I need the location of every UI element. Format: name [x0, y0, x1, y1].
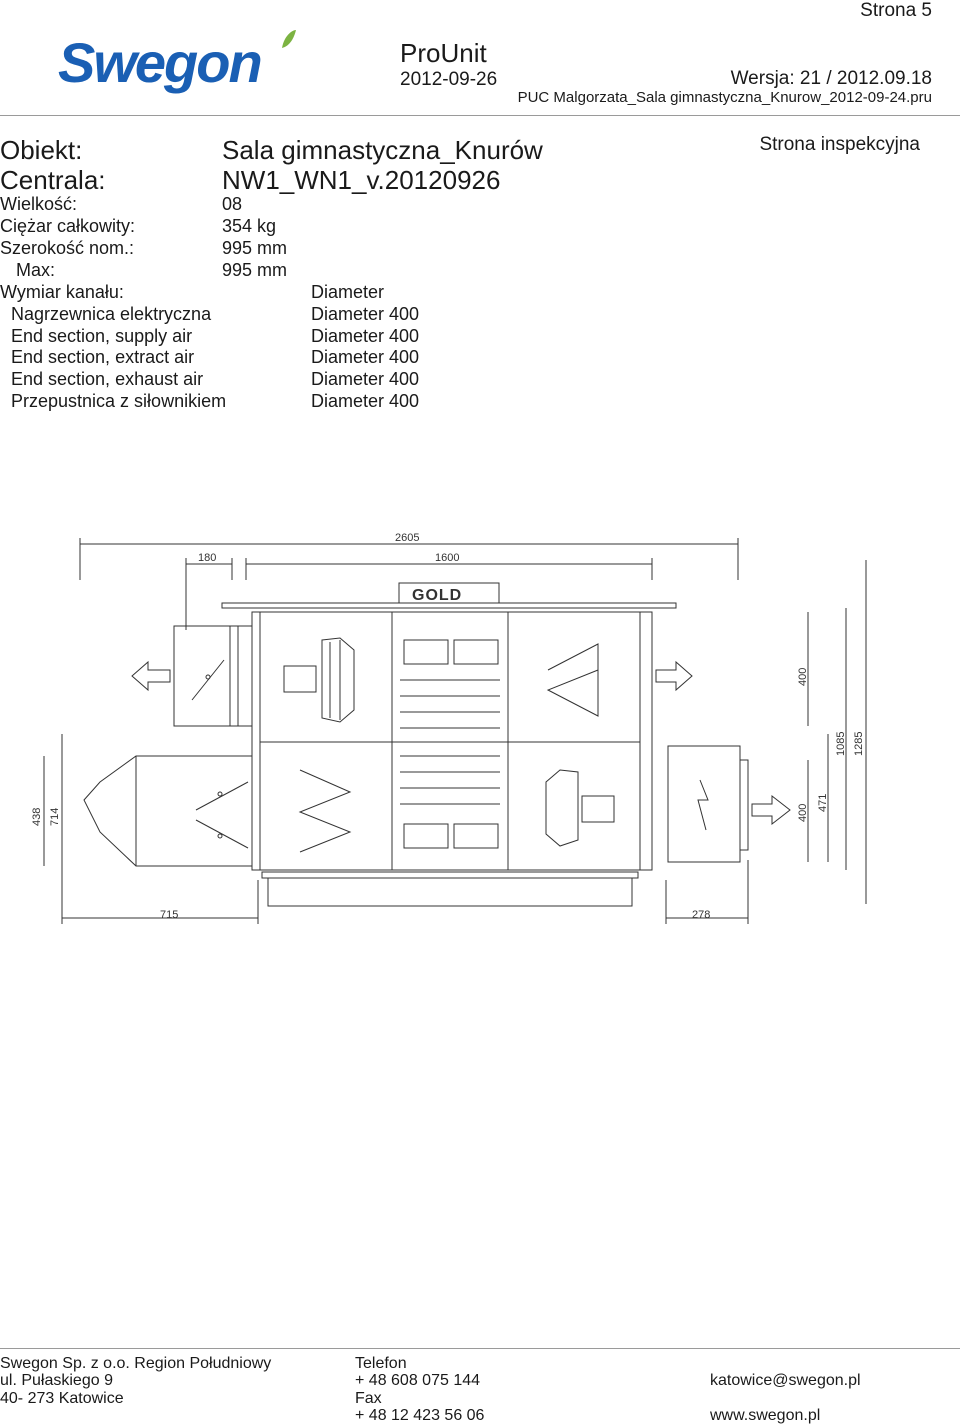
connection-name: Przepustnica z siłownikiem: [11, 391, 227, 411]
connection-name: End section, exhaust air: [11, 369, 204, 389]
dim-right-bottom: 400: [797, 803, 809, 822]
unit-label: Centrala:: [0, 165, 106, 195]
filter-lower-icon: [300, 770, 350, 852]
project-filename: PUC Malgorzata_Sala gimnastyczna_Knurow_2012-09-24.pru: [517, 89, 932, 106]
fan-motor-lower: [582, 796, 614, 822]
logo-wordmark: Swegon: [58, 31, 261, 94]
exhaust-damper: [174, 626, 252, 726]
size-label: Wielkość:: [0, 194, 78, 214]
top-dimensions: [80, 532, 738, 630]
fan-motor-upper: [284, 666, 316, 692]
footer-phone: + 48 608 075 144: [355, 1372, 481, 1389]
connection-value: Diameter 400: [311, 326, 420, 346]
dim-left-h1: 438: [31, 807, 43, 826]
max-value: 995 mm: [222, 260, 288, 280]
swegon-logo: [56, 26, 306, 103]
version-label: Wersja: 21 / 2012.09.18: [730, 68, 932, 89]
max-label: Max:: [16, 260, 56, 280]
header-divider: [0, 115, 960, 116]
logo-graphic: [56, 26, 306, 98]
document-date: 2012-09-26: [400, 69, 498, 90]
rotary-exchanger: [400, 640, 500, 848]
dim-right-top: 400: [797, 667, 809, 686]
weight-value: 354 kg: [222, 216, 277, 236]
dim-bottom-right: 278: [692, 909, 711, 921]
connection-value: Diameter 400: [311, 369, 420, 389]
electric-bolt-icon: [698, 780, 708, 830]
footer-city: 40- 273 Katowice: [0, 1390, 124, 1407]
fan-lower-icon: [546, 770, 578, 846]
dim-left-section: 180: [198, 552, 217, 564]
page-number: Strona 5: [860, 0, 932, 21]
extract-arrow-icon: [656, 662, 692, 690]
unit-drawing-svg: [0, 520, 960, 940]
dim-left-h2: 714: [49, 807, 61, 826]
footer-street: ul. Pułaskiego 9: [0, 1372, 113, 1389]
width-value: 995 mm: [222, 238, 288, 258]
fan-upper-icon: [322, 638, 354, 722]
unit-casing: [260, 612, 640, 870]
connection-name: End section, supply air: [11, 326, 193, 346]
footer-fax-label: Fax: [355, 1390, 382, 1407]
connection-name: Nagrzewnica elektryczna: [11, 304, 212, 324]
filter-upper-icon: [548, 644, 598, 716]
electric-heater: [668, 746, 740, 862]
unit-value: NW1_WN1_v.20120926: [222, 165, 501, 195]
unit-drawing: [0, 520, 960, 940]
footer-company: Swegon Sp. z o.o. Region Południowy: [0, 1355, 272, 1372]
dim-right-471: 471: [817, 793, 829, 812]
base-frame: [268, 878, 632, 906]
dim-bottom-left: 715: [160, 909, 179, 921]
object-value: Sala gimnastyczna_Knurów: [222, 135, 543, 165]
app-title: ProUnit: [400, 38, 487, 68]
width-label: Szerokość nom.:: [0, 238, 135, 258]
duct-value: Diameter: [311, 282, 385, 302]
inspection-page-title: Strona inspekcyjna: [759, 134, 920, 155]
supply-intake-hood: [84, 756, 252, 866]
weight-label: Ciężar całkowity:: [0, 216, 136, 236]
connection-value: Diameter 400: [311, 347, 420, 367]
dim-mid-section: 1600: [435, 552, 460, 564]
footer-website-link[interactable]: www.swegon.pl: [710, 1407, 821, 1424]
dim-right-1285: 1285: [853, 731, 865, 756]
connection-value: Diameter 400: [311, 304, 420, 324]
footer-email-link[interactable]: katowice@swegon.pl: [710, 1372, 861, 1389]
dim-right-1085: 1085: [835, 731, 847, 756]
connection-name: End section, extract air: [11, 347, 195, 367]
footer-divider: [0, 1348, 960, 1349]
connection-value: Diameter 400: [311, 391, 420, 411]
footer-phone-label: Telefon: [355, 1355, 407, 1372]
gold-badge: GOLD: [412, 587, 463, 604]
footer-fax: + 48 12 423 56 06: [355, 1407, 485, 1424]
exhaust-arrow-icon: [132, 662, 170, 690]
supply-arrow-icon: [752, 796, 790, 824]
duct-label: Wymiar kanału:: [0, 282, 124, 302]
leaf-icon: [282, 30, 296, 48]
object-label: Obiekt:: [0, 135, 83, 165]
size-value: 08: [222, 194, 243, 214]
dim-overall-length: 2605: [395, 532, 420, 544]
